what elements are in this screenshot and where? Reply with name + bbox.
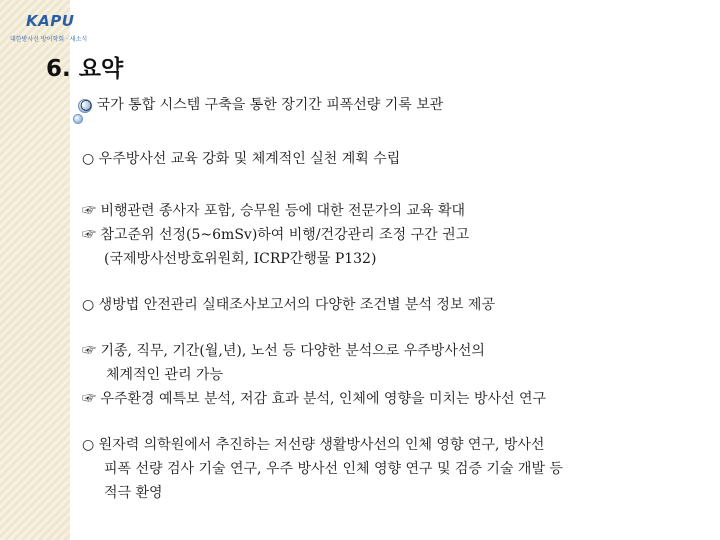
bullet-line: ○ 우주방사선 교육 강화 및 체계적인 실천 계획 수립 — [82, 151, 401, 167]
continuation-line: 적극 환영 — [104, 485, 163, 501]
continuation-line: 피폭 선량 검사 기술 연구, 우주 방사선 인체 영향 연구 및 검증 기술 개발 등 — [104, 461, 563, 477]
sub-bullet-line: ☞ 참고준위 선정(5~6mSv)하여 비행/건강관리 조정 구간 권고 — [82, 227, 470, 243]
logo-text: KAPU — [26, 12, 75, 30]
slide-title: 6. 요약 — [46, 56, 124, 82]
organization-logo — [4, 6, 88, 46]
continuation-line: 체계적인 관리 가능 — [106, 367, 224, 383]
sub-bullet-line: ☞ 기종, 직무, 기간(월,년), 노선 등 다양한 분석으로 우주방사선의 — [82, 343, 485, 359]
sub-bullet-line: ☞ 비행관련 종사자 포함, 승무원 등에 대한 전문가의 교육 확대 — [82, 203, 466, 219]
logo-subtitle: 대한방사선 방어학회 · 새소식 — [10, 36, 88, 43]
bullet-line: ○ 원자력 의학원에서 추진하는 저선량 생활방사선의 인체 영향 연구, 방사선 — [82, 437, 545, 453]
bullet-line: ○ 생방법 안전관리 실태조사보고서의 다양한 조건별 분석 정보 제공 — [82, 297, 495, 313]
sub-bullet-line: ☞ 우주환경 예특보 분석, 저감 효과 분석, 인체에 영향을 미치는 방사선 연구 — [82, 391, 547, 407]
bullet-line: ○ 국가 통합 시스템 구축을 통한 장기간 피폭선량 기록 보관 — [80, 97, 444, 113]
bubble-small-icon — [73, 114, 83, 124]
continuation-line: (국제방사선방호위원회, ICRP간행물 P132) — [104, 251, 377, 267]
